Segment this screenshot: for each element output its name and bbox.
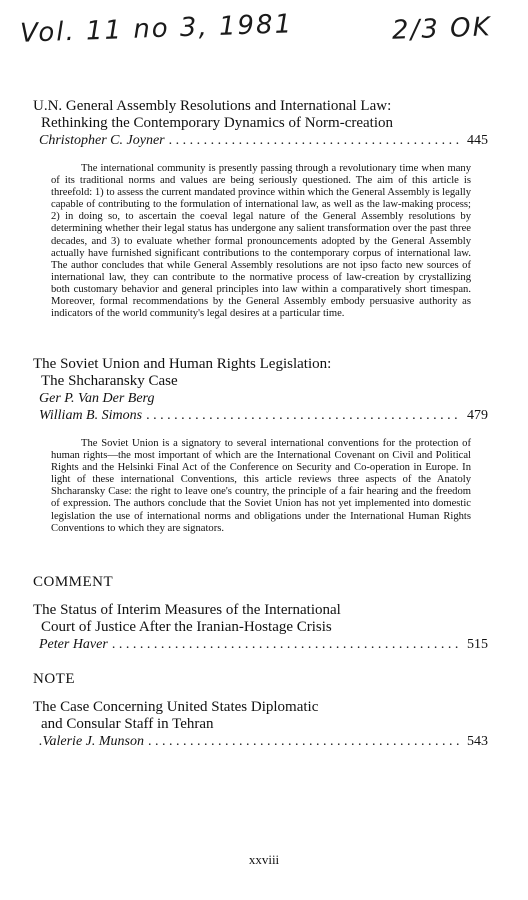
- author-line: [33, 636, 488, 653]
- toc-entry-shcharansky: [33, 356, 488, 535]
- author-line: [33, 407, 488, 424]
- entry-title: [33, 602, 488, 636]
- entry-title-line2: Rethinking the Contemporary Dynamics of Norm-creation: [41, 115, 393, 131]
- section-heading-note: NOTE: [33, 671, 75, 687]
- section-heading-comment: COMMENT: [33, 574, 114, 590]
- author-line: [33, 132, 488, 149]
- entry-title-line1: The Case Concerning United States Diplomatic: [33, 699, 319, 715]
- entry-author: Peter Haver: [39, 637, 108, 652]
- abstract-text: The international community is presently passing through a revolutionary time when many of its traditional norms and values are being seriously questioned. The aim of this article is threefold: 1) to assess the current mandated province within which the General Assembly is legally capable of contributing to the formulation of international law, as well as the law-making process; 2) in doing so, to ascertain the coeval legal nature of the General Assembly resolutions by determining whether their legal status has undergone any salient transformation over the past three decades, and 3) to evaluate whether formal pronouncements adopted by the General Assembly actually have furnished significant contributions to the contemporary corpus of international law. The author concludes that while General Assembly resolutions are not ipso facto new sources of international law, they can contribute to the normative process of law-creation by crystallizing both customary behavior and general principles into law within a comparatively short timespan. Moreover, formal recommendations by the General Assembly embody persuasive authority as indicators of the world community's legal desires at a particular time.: [51, 163, 471, 320]
- entry-author-1: Ger P. Van Der Berg: [39, 391, 155, 406]
- abstract-text: The Soviet Union is a signatory to several international conventions for the protection of human rights—the most important of which are the International Covenant on Civil and Political Rights and the Helsinki Final Act of the Conference on Security and Co-operation in Europe. In light of these international Conventions, this article reviews three aspects of the Anatoly Shcharansky Case: the right to leave one's country, the principle of a fair hearing and the freedom of expression. The authors conclude that the Soviet Union has not yet implemented into domestic legislation the use of international norms and obligations under the International Human Rights Conventions to which they are signators.: [51, 438, 471, 534]
- entry-author-2: William B. Simons: [39, 408, 143, 423]
- entry-title-line1: U.N. General Assembly Resolutions and International Law:: [33, 98, 392, 114]
- leader-dots: [169, 132, 460, 149]
- entry-page-number: 445: [467, 133, 488, 148]
- entry-page-number: 515: [467, 637, 488, 652]
- entry-title-line1: The Status of Interim Measures of the International: [33, 602, 341, 618]
- handwritten-status-note: 2/3 OK: [391, 12, 493, 46]
- author-line: [33, 733, 488, 750]
- entry-title: [33, 699, 488, 733]
- leader-dots: [146, 407, 460, 424]
- toc-entry-joyner: [33, 98, 488, 320]
- entry-title: [33, 98, 488, 132]
- handwritten-volume-note: Vol. 11 no 3, 1981: [19, 9, 294, 49]
- entry-author: Christopher C. Joyner: [39, 133, 165, 148]
- entry-abstract: [33, 163, 471, 320]
- toc-entry-munson: [33, 699, 488, 750]
- leader-dots: [112, 636, 460, 653]
- entry-title-line1: The Soviet Union and Human Rights Legislation:: [33, 356, 332, 372]
- entry-title-line2: and Consular Staff in Tehran: [41, 716, 214, 732]
- entry-author: .Valerie J. Munson: [39, 734, 144, 749]
- entry-title-line2: The Shcharansky Case: [41, 373, 178, 389]
- entry-abstract: [33, 438, 471, 535]
- entry-title-line2: Court of Justice After the Iranian-Hostage Crisis: [41, 619, 332, 635]
- entry-page-number: 543: [467, 734, 488, 749]
- entry-title: [33, 356, 488, 390]
- entry-page-number: 479: [467, 408, 488, 423]
- leader-dots: [148, 733, 460, 750]
- page-footer-number: xxviii: [248, 852, 280, 867]
- toc-entry-haver: [33, 602, 488, 653]
